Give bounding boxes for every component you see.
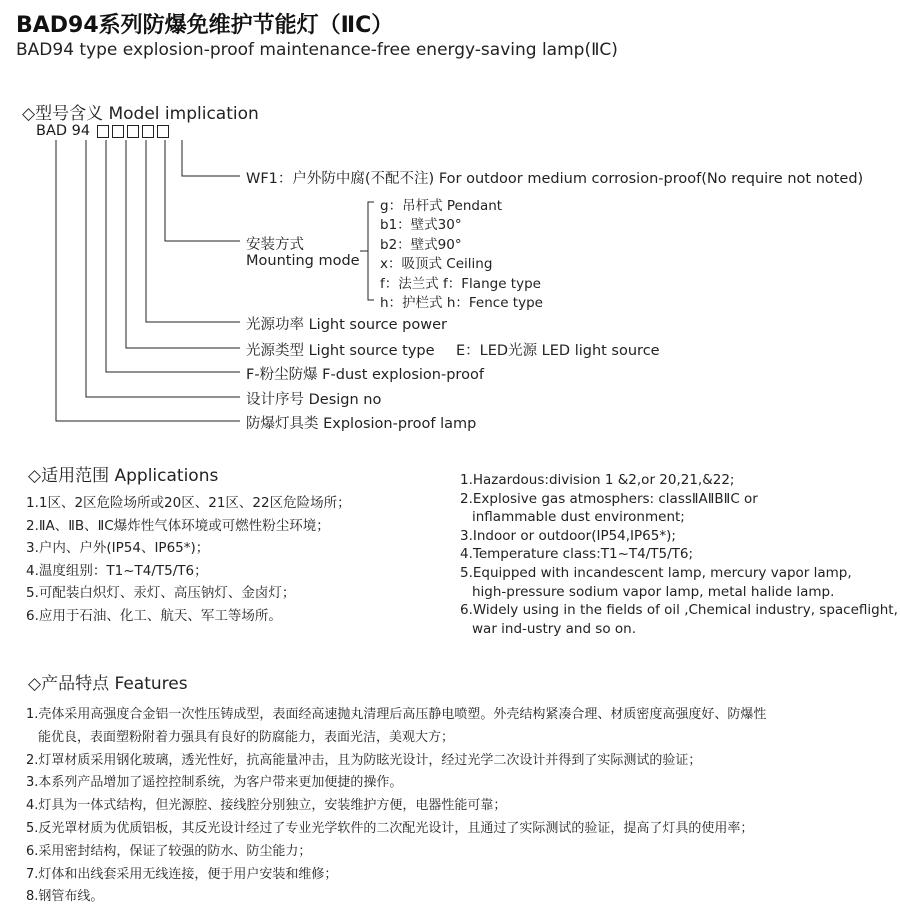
model-power-label: 光源功率 Light source power: [246, 317, 447, 333]
page-subtitle: BAD94 type explosion-proof maintenance-free energy-saving lamp(ⅡC): [16, 40, 618, 60]
applications-cn-list: [26, 492, 351, 627]
list-item: 2.灯罩材质采用钢化玻璃，透光性好，抗高能量冲击，且为防眩光设计，经过光学二次设计并得到了实际测试的验证；: [26, 752, 702, 768]
list-item: 1.壳体采用高强度合金铝一次性压铸成型，表面经高速抛丸清理后高压静电喷塑。外壳结构紧凑合理、材质密度高强度好、防爆性: [26, 707, 767, 722]
model-type-value: E：LED光源 LED light source: [456, 343, 660, 359]
model-mount-en: Mounting mode: [246, 253, 360, 269]
features-heading: ◇产品特点 Features: [28, 674, 188, 694]
list-item: 3.Indoor or outdoor(IP54,IP65*);: [460, 527, 676, 544]
list-item: 1.Hazardous:division 1 &2,or 20,21,&22;: [460, 472, 735, 488]
model-lamp-label: 防爆灯具类 Explosion-proof lamp: [246, 416, 477, 432]
list-item: 6.Widely using in the fields of oil ,Chemical industry, spaceflight,: [460, 602, 898, 619]
list-item: 5.可配装白炽灯、汞灯、高压钠灯、金卤灯；: [26, 585, 296, 601]
model-dust-label: F-粉尘防爆 F-dust explosion-proof: [246, 367, 484, 383]
list-item: high-pressure sodium vapor lamp, metal halide lamp.: [472, 583, 835, 600]
list-item: war ind-ustry and so on.: [472, 620, 636, 637]
mount-option: h：护栏式 h：Fence type: [380, 295, 543, 311]
features-list: [26, 704, 766, 909]
model-type-label: 光源类型 Light source type: [246, 343, 435, 359]
model-design-label: 设计序号 Design no: [246, 392, 382, 408]
page-title: BAD94系列防爆免维护节能灯（ⅡC）: [16, 13, 394, 38]
applications-en-list: [460, 471, 898, 638]
list-item: 4.温度组别：T1~T4/T5/T6；: [26, 562, 208, 579]
list-item: 1.1区、2区危险场所或20区、21区、22区危险场所；: [26, 495, 351, 511]
list-item: 4.Temperature class:T1~T4/T5/T6;: [460, 546, 694, 563]
mount-option: b2：壁式90°: [380, 237, 462, 253]
model-heading: ◇型号含义 Model implication: [22, 104, 259, 124]
list-item: 6.应用于石油、化工、航天、军工等场所。: [26, 607, 282, 624]
list-item: 8.钢管布线。: [26, 889, 104, 905]
list-item: 2.ⅡA、ⅡB、ⅡC爆炸性气体环境或可燃性粉尘环境；: [26, 517, 330, 534]
model-mount-cn: 安装方式: [246, 237, 304, 253]
model-wf1-label: WF1：户外防中腐(不配不注) For outdoor medium corrosion-proof(No require not noted): [246, 171, 864, 187]
mount-option: g：吊杆式 Pendant: [380, 198, 503, 214]
list-item: 4.灯具为一体式结构，但光源腔、接线腔分别独立，安装维护方便，电器性能可靠；: [26, 798, 507, 814]
list-item: inflammable dust environment;: [472, 509, 685, 526]
list-item: 能优良，表面塑粉附着力强具有良好的防腐能力，表面光洁，美观大方；: [38, 729, 455, 745]
list-item: 2.Explosive gas atmosphers: classⅡAⅡBⅡC or: [460, 490, 758, 507]
mount-option: x：吸顶式 Ceiling: [380, 256, 493, 272]
applications-heading: ◇适用范围 Applications: [28, 466, 219, 486]
list-item: 6.采用密封结构，保证了较强的防水、防尘能力；: [26, 843, 312, 859]
list-item: 7.灯体和出线套采用无线连接，便于用户安装和维修；: [26, 866, 338, 882]
model-code-text: BAD 94: [36, 123, 91, 139]
mount-option: b1：壁式30°: [380, 217, 462, 233]
mount-option: f：法兰式 f：Flange type: [380, 276, 541, 292]
list-item: 5.Equipped with incandescent lamp, mercury vapor lamp,: [460, 564, 852, 581]
list-item: 3.户内、户外(IP54、IP65*)；: [26, 540, 210, 556]
list-item: 5.反光罩材质为优质铝板，其反光设计经过了专业光学软件的二次配光设计，且通过了实际测试的验证，提高了灯具的使用率；: [26, 820, 754, 836]
list-item: 3.本系列产品增加了遥控控制系统，为客户带来更加便捷的操作。: [26, 775, 403, 791]
